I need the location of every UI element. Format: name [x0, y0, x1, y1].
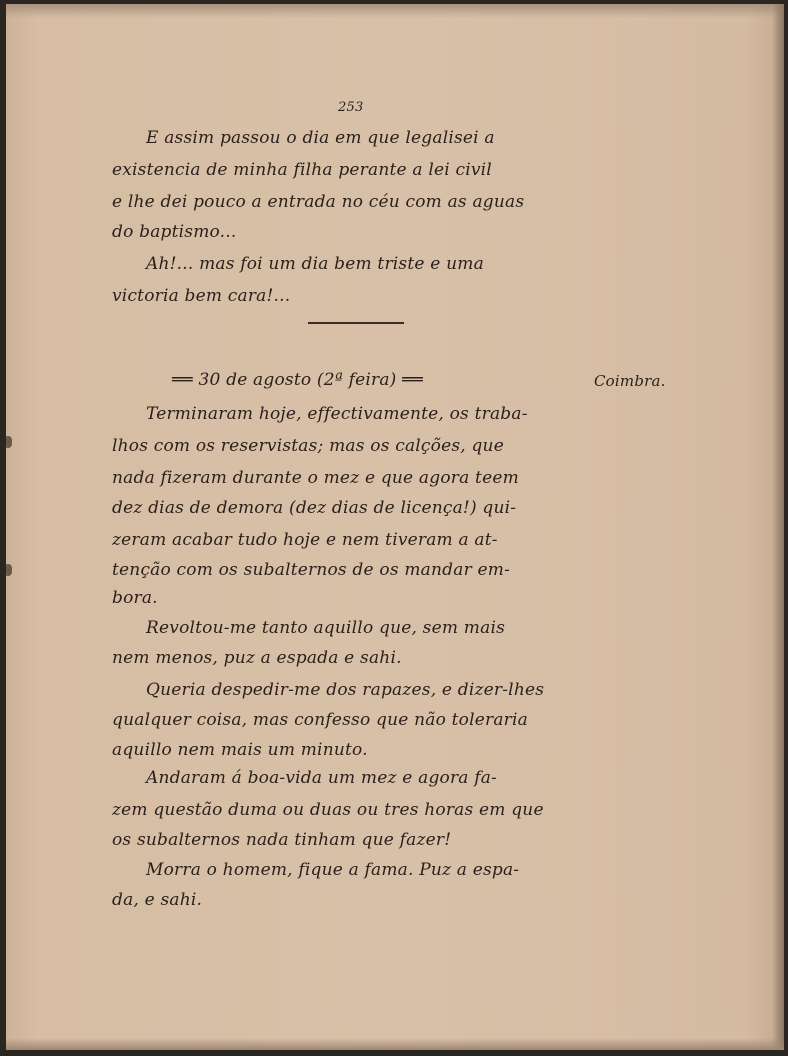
manuscript-page: [6, 4, 784, 1050]
text-line: Terminaram hoje, effectivamente, os traba-: [146, 404, 528, 424]
text-line: qualquer coisa, mas confesso que não toleraria: [112, 710, 528, 730]
text-line: zeram acabar tudo hoje e nem tiveram a at-: [112, 530, 498, 550]
binding-hole: [6, 436, 12, 448]
page-top-shadow: [6, 4, 784, 18]
text-line: Revoltou-me tanto aquillo que, sem mais: [146, 618, 506, 638]
text-line: nada fizeram durante o mez e que agora teem: [112, 468, 519, 488]
text-line: do baptismo...: [112, 222, 237, 242]
page-right-shadow: [772, 4, 784, 1050]
text-line: aquillo nem mais um minuto.: [112, 740, 368, 760]
binding-hole: [6, 564, 12, 576]
page-number: 253: [338, 100, 364, 115]
text-line: os subalternos nada tinham que fazer!: [112, 830, 452, 850]
text-line: lhos com os reservistas; mas os calções, que: [112, 436, 504, 456]
text-line: e lhe dei pouco a entrada no céu com as aguas: [112, 192, 525, 212]
text-line: Ah!... mas foi um dia bem triste e uma: [146, 254, 484, 274]
text-line: Morra o homem, fique a fama. Puz a espa-: [146, 860, 520, 880]
margin-place-note: Coimbra.: [594, 372, 666, 390]
text-line: Andaram á boa-vida um mez e agora fa-: [146, 768, 497, 788]
text-line: Queria despedir-me dos rapazes, e dizer-lhes: [146, 680, 545, 700]
section-divider: [308, 322, 404, 324]
text-line: E assim passou o dia em que legalisei a: [146, 128, 495, 148]
text-line: victoria bem cara!...: [112, 286, 291, 306]
text-line: existencia de minha filha perante a lei civil: [112, 160, 492, 180]
text-line: nem menos, puz a espada e sahi.: [112, 648, 402, 668]
text-line: da, e sahi.: [112, 890, 203, 910]
entry-date-heading: ══ 30 de agosto (2ª feira) ══: [172, 370, 423, 390]
text-line: bora.: [112, 588, 158, 608]
text-line: tenção com os subalternos de os mandar em-: [112, 560, 511, 580]
text-line: dez dias de demora (dez dias de licença!) qui-: [112, 498, 517, 518]
page-bottom-shadow: [6, 1038, 784, 1050]
text-line: zem questão duma ou duas ou tres horas em que: [112, 800, 544, 820]
